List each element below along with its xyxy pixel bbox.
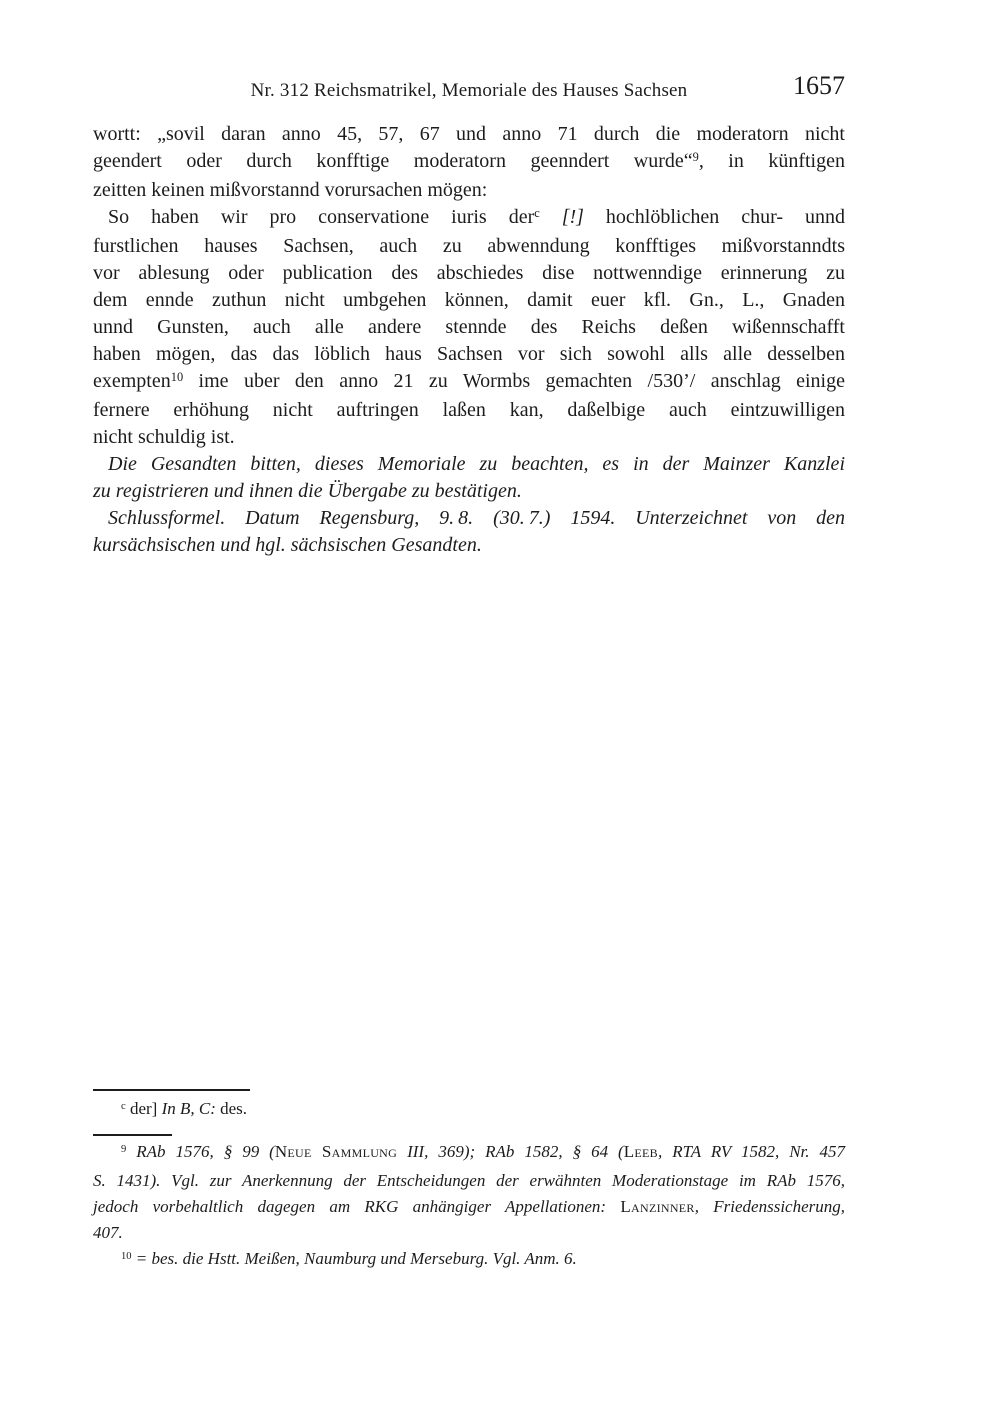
text-segment: So haben wir pro conservatione iuris der <box>108 206 535 228</box>
text-line <box>93 314 845 341</box>
text-segment: RAb 1576, § 99 ( <box>126 1142 275 1161</box>
text-segment: , in künftigen <box>698 150 845 172</box>
text-line <box>93 341 845 368</box>
text-segment: In B, C: <box>161 1099 221 1118</box>
text-segment: S. 1431). Vgl. zur Anerkennung der Entscheidungen der erwähnten Moderationstage im RAb 1576, <box>93 1171 845 1190</box>
text-segment: III, 369); RAb 1582, § 64 ( <box>397 1142 624 1161</box>
footnote-10 <box>93 1246 845 1275</box>
footnote-9 <box>93 1139 845 1246</box>
text-line <box>93 1194 845 1220</box>
text-line <box>93 1220 845 1246</box>
text-line <box>93 1168 845 1194</box>
text-segment: wortt: „sovil daran anno 45, 57, 67 und anno 71 durch die moderatorn nicht <box>93 123 845 145</box>
text-segment: dem ennde zuthun nicht umbgehen können, damit euer kfl. Gn., L., Gnaden <box>93 289 845 311</box>
text-line <box>93 397 845 424</box>
text-segment: des. <box>220 1099 248 1118</box>
apparatus-note-c <box>93 1096 845 1125</box>
text-segment: vor ablesung oder publication des abschiedes dise nottwenndige erinnerung zu <box>93 262 845 284</box>
running-header <box>93 71 845 109</box>
text-line <box>93 260 845 287</box>
text-segment: furstlichen hauses Sachsen, auch zu abwenndung konfftiges mißvorstanndts <box>93 235 845 257</box>
text-segment: geendert oder durch konfftige moderatorn geenndert wurde“ <box>93 150 693 172</box>
text-segment: Lanzinner <box>620 1197 695 1216</box>
superscript-marker: 10 <box>170 370 184 385</box>
text-line <box>93 478 845 505</box>
footnotes-block <box>93 1139 845 1275</box>
text-segment: exempten <box>93 370 171 392</box>
text-segment: kursächsischen und hgl. sächsischen Gesandten. <box>93 534 482 556</box>
page-number: 1657 <box>793 71 845 100</box>
footnote-separator-rule <box>93 1134 172 1136</box>
apparatus-separator-rule <box>93 1089 250 1091</box>
text-line <box>93 451 845 478</box>
text-line <box>93 1096 845 1125</box>
text-line <box>93 287 845 314</box>
superscript-marker: 10 <box>121 1250 132 1262</box>
text-segment: haben mögen, das das löblich haus Sachsen vor sich sowohl alls alle desselben <box>93 343 845 365</box>
text-segment: der] <box>125 1099 162 1118</box>
text-segment: jedoch vorbehaltlich dagegen am RKG anhängiger Appellationen: <box>93 1197 621 1216</box>
text-segment: , Friedenssicherung, <box>694 1197 845 1216</box>
superscript-marker: 9 <box>121 1143 127 1155</box>
text-segment: ime uber den anno 21 zu Wormbs gemachten /530’/ anschlag einige <box>183 370 845 392</box>
text-line <box>93 121 845 148</box>
text-segment: fernere erhöhung nicht auftringen laßen kan, daßelbige auch eintzuwilligen <box>93 399 845 421</box>
text-segment: zu registrieren und ihnen die Übergabe zu bestätigen. <box>93 480 522 502</box>
main-text-block <box>93 121 845 559</box>
text-segment: Die Gesandten bitten, dieses Memoriale zu beachten, es in der Mainzer Kanzlei <box>108 453 845 475</box>
superscript-marker: 9 <box>692 150 699 165</box>
text-line <box>93 148 845 177</box>
text-line <box>93 505 845 532</box>
superscript-marker: c <box>121 1100 126 1112</box>
text-segment: nicht schuldig ist. <box>93 426 235 448</box>
body-paragraph-4 <box>93 505 845 559</box>
text-segment: Leeb <box>623 1142 658 1161</box>
body-paragraph-2 <box>93 204 845 451</box>
text-segment: hochlöblichen chur- unnd <box>583 206 845 228</box>
text-line <box>93 532 845 559</box>
text-line <box>93 204 845 233</box>
body-paragraph-1 <box>93 121 845 204</box>
text-segment <box>540 206 562 228</box>
text-line <box>93 177 845 204</box>
body-paragraph-3 <box>93 451 845 505</box>
running-header-title: Nr. 312 Reichsmatrikel, Memoriale des Hauses Sachsen <box>250 80 688 101</box>
text-line <box>93 424 845 451</box>
text-line <box>93 1246 845 1275</box>
superscript-marker: c <box>534 206 540 221</box>
text-segment: zeitten keinen mißvorstannd vorursachen mögen: <box>93 179 488 201</box>
text-segment: [!] <box>561 206 584 228</box>
text-segment: Schlussformel. Datum Regensburg, 9. 8. (30. 7.) 1594. Unterzeichnet von den <box>108 507 845 529</box>
text-line <box>93 1139 845 1168</box>
text-segment: , RTA RV 1582, Nr. 457 <box>657 1142 845 1161</box>
text-segment: Neue Sammlung <box>274 1142 398 1161</box>
text-segment: = bes. die Hstt. Meißen, Naumburg und Merseburg. Vgl. Anm. 6. <box>131 1249 577 1268</box>
text-line <box>93 368 845 397</box>
text-segment: unnd Gunsten, auch alle andere stennde des Reichs deßen wißennschafft <box>93 316 845 338</box>
text-line <box>93 233 845 260</box>
text-segment: 407. <box>93 1223 123 1242</box>
critical-apparatus-block <box>93 1096 845 1125</box>
